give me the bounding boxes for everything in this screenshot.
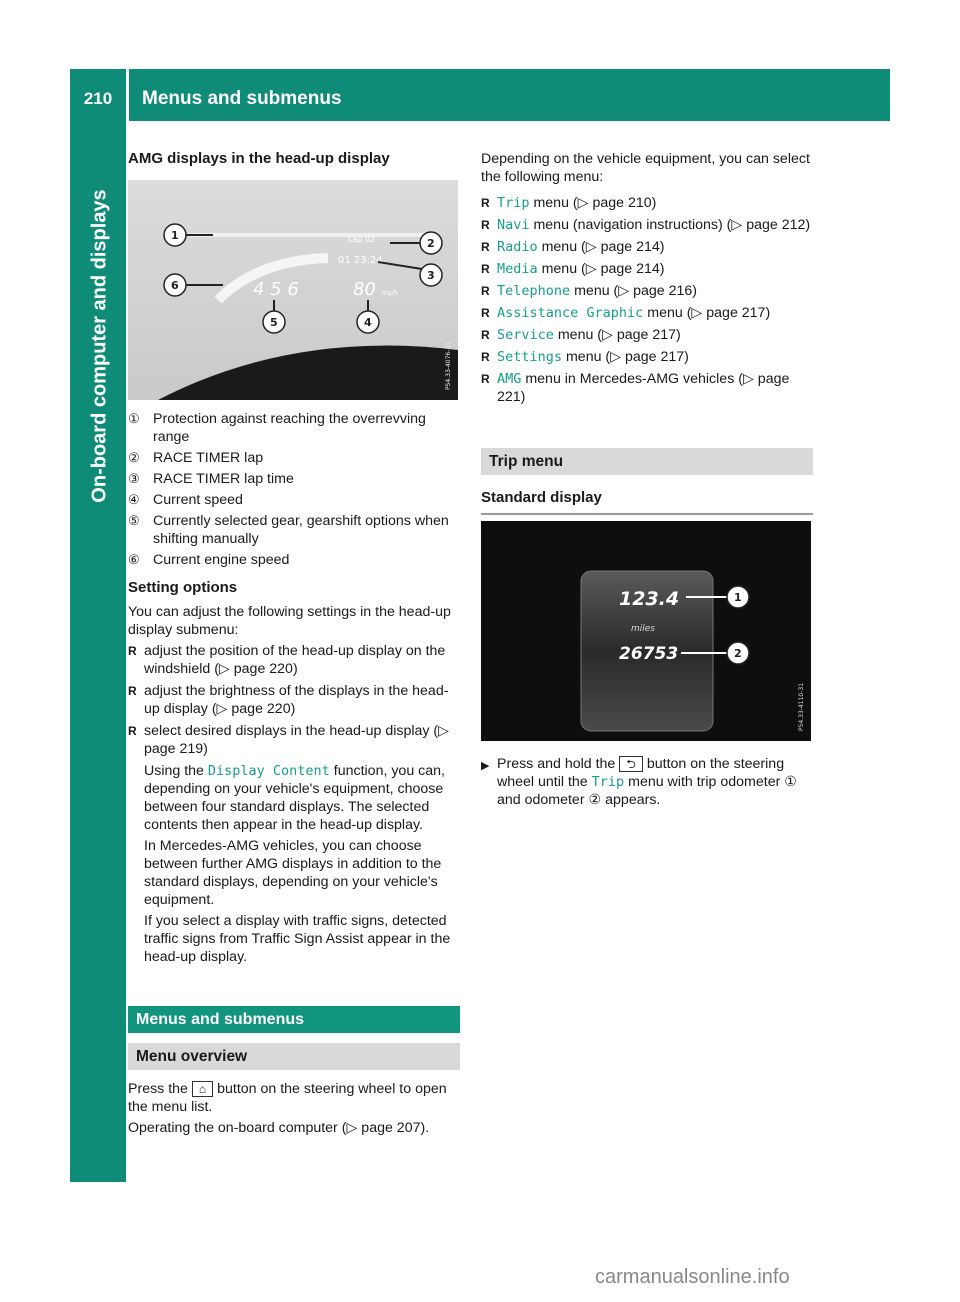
image-code: P54.33-4110-31 <box>798 682 805 731</box>
page-header <box>70 69 890 121</box>
menu-overview-bar: Menu overview <box>128 1043 460 1070</box>
setting-options-heading: Setting options <box>128 579 238 596</box>
legend-item: ① Protection against reaching the overrevving range <box>128 411 426 445</box>
menu-item-service: R Service menu (▷ page 217) <box>481 327 681 343</box>
menu-item-amg: R AMG menu in Mercedes-AMG vehicles (▷ page 221) <box>481 371 790 405</box>
list-item: R select desired displays in the head-up display (▷ page 219) <box>128 723 450 757</box>
hud-lap-time: 01 23:24 <box>338 255 383 266</box>
right-column <box>481 150 813 809</box>
menu-intro: Depending on the vehicle equipment, you can select the following menu: <box>481 151 810 185</box>
legend-item: ② RACE TIMER lap <box>128 450 264 466</box>
callout-1: 1 <box>171 229 179 242</box>
menus-section-bar: Menus and submenus <box>128 1006 460 1033</box>
callout-6: 6 <box>171 279 179 292</box>
callout-2: 2 <box>427 237 435 250</box>
trip-figure <box>481 521 811 741</box>
callout-4: 4 <box>364 316 372 329</box>
callout-1: 1 <box>734 591 742 604</box>
image-code: P54.33-4076-31 <box>445 341 452 390</box>
list-item: R adjust the position of the head-up display on the windshield (▷ page 220) <box>128 643 446 677</box>
watermark: carmanualsonline.info <box>595 1266 790 1288</box>
amg-paragraph: In Mercedes-AMG vehicles, you can choose between further AMG displays in addition to the standard displays, depending on your vehicle's equipment. <box>144 838 442 908</box>
trip-illustration <box>481 521 811 741</box>
menu-item-settings: R Settings menu (▷ page 217) <box>481 349 689 365</box>
legend-item: ④ Current speed <box>128 492 243 508</box>
hud-figure <box>128 180 458 400</box>
callout-legend <box>128 410 460 569</box>
operating-paragraph: Operating the on-board computer (▷ page 207). <box>128 1120 430 1136</box>
legend-item: ⑤ Currently selected gear, gearshift options when shifting manually <box>128 513 449 547</box>
display-content-term: Display Content <box>207 763 330 779</box>
callout-2: 2 <box>734 647 742 660</box>
page-title: Menus and submenus <box>142 88 342 109</box>
hud-lap-label: Lap 02 <box>348 235 376 244</box>
legend-item: ⑥ Current engine speed <box>128 552 290 568</box>
heading-rule <box>481 513 813 515</box>
instruction-step: ▶ Press and hold the ⮌ button on the steering wheel until the Trip menu with trip odometer ① and odometer ② appears. <box>481 756 797 808</box>
menu-item-trip: R Trip menu (▷ page 210) <box>481 195 657 211</box>
home-icon: ⌂ <box>192 1081 213 1097</box>
menu-item-media: R Media menu (▷ page 214) <box>481 261 665 277</box>
section-heading: AMG displays in the head-up display <box>128 150 390 167</box>
trip-unit: miles <box>631 624 655 634</box>
trip-menu-bar: Trip menu <box>481 448 813 475</box>
callout-5: 5 <box>270 316 278 329</box>
menu-item-radio: R Radio menu (▷ page 214) <box>481 239 665 255</box>
menu-item-telephone: R Telephone menu (▷ page 216) <box>481 283 698 299</box>
list-item: R adjust the brightness of the displays in the head-up display (▷ page 220) <box>128 683 449 717</box>
page-number: 210 <box>83 89 113 108</box>
back-icon: ⮌ <box>619 756 643 772</box>
callout-3: 3 <box>427 269 435 282</box>
menu-item-assistance: R Assistance Graphic menu (▷ page 217) <box>481 305 771 321</box>
chapter-sidebar <box>70 121 126 1182</box>
display-content-paragraph: Using the Display Content function, you can, depending on your vehicle's equipment, choose between four standard displays. The selected contents then appear in the head-up display. <box>144 763 445 833</box>
trip-value: 123.4 <box>619 588 680 610</box>
traffic-paragraph: If you select a display with traffic signs, detected traffic signs from Traffic Sign Assist appear in the head-up display. <box>144 913 451 965</box>
hud-speed: 80 mph <box>353 279 398 300</box>
standard-display-heading: Standard display <box>481 489 602 506</box>
hud-gears: 4 5 6 <box>253 279 299 300</box>
header-divider <box>126 69 129 121</box>
legend-item: ③ RACE TIMER lap time <box>128 471 294 487</box>
chapter-label: On-board computer and displays <box>88 189 111 503</box>
menu-item-navi: R Navi menu (navigation instructions) (▷ page 212) <box>481 217 811 233</box>
hud-illustration <box>128 180 458 400</box>
odometer-value: 26753 <box>619 644 679 664</box>
trip-term: Trip <box>591 774 625 790</box>
press-home-paragraph: Press the ⌂ button on the steering wheel to open the menu list. <box>128 1081 447 1115</box>
left-column <box>128 150 460 1140</box>
setting-intro: You can adjust the following settings in the head-up display submenu: <box>128 604 451 638</box>
